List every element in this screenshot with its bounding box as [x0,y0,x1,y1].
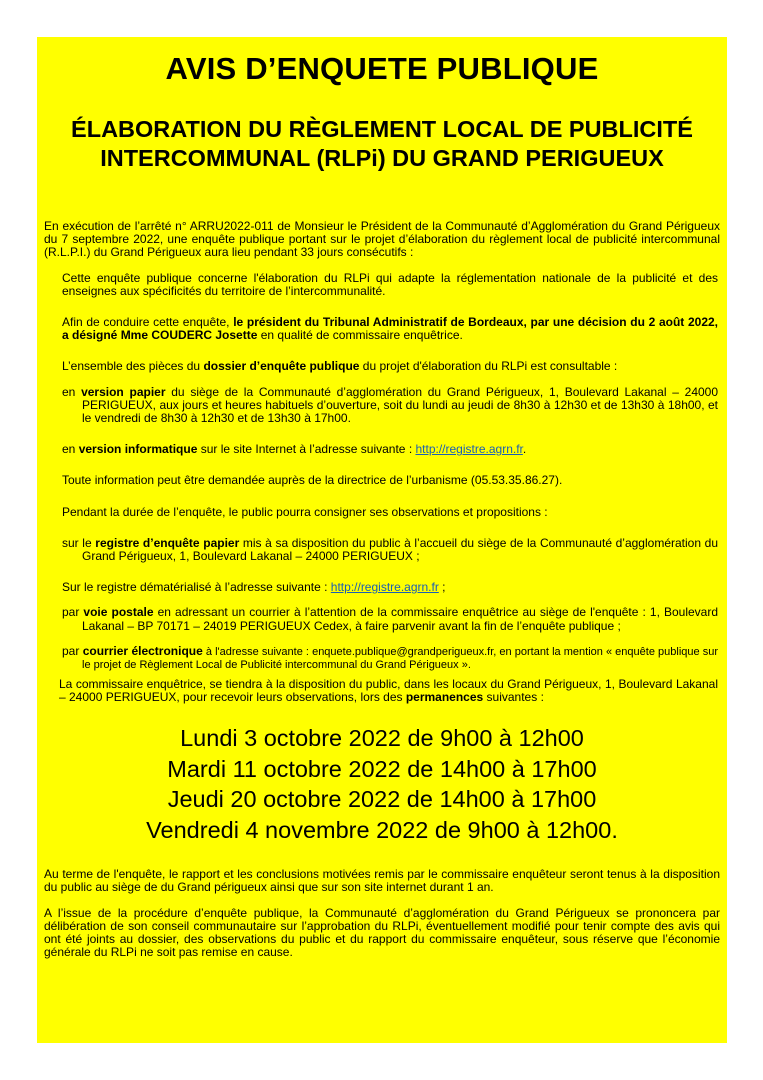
text: par [62,643,83,658]
bold-text: dossier d’enquête publique [203,359,360,374]
paragraph-registre-dematerialise [62,581,718,594]
registre-link[interactable]: http://registre.agrn.fr [415,442,523,457]
paragraph-terme: Au terme de l'enquête, le rapport et les conclusions motivées remis par le commissaire enquêteur seront tenus à la disposition du public au siège de du Grand périgueux ainsi que sur son site internet durant 1 an. [44,867,720,895]
bold-text: courrier électronique [82,643,203,658]
paragraph-pendant: Pendant la durée de l’enquête, le public pourra consigner ses observations et propositions : [62,504,548,519]
paragraph-version-papier [62,386,718,426]
paragraph-concerne: Cette enquête publique concerne l'élaboration du RLPi qui adapte la réglementation nationale de la publicité et des enseignes aux spécificités du territoire de l’intercommunalité. [62,270,718,298]
notice-subtitle: ÉLABORATION DU RÈGLEMENT LOCAL DE PUBLICITÉ INTERCOMMUNAL (RLPi) DU GRAND PERIGUEUX [71,116,693,171]
schedule-item: Jeudi 20 octobre 2022 de 14h00 à 17h00 [167,786,597,813]
paragraph-issue: A l’issue de la procédure d’enquête publique, la Communauté d’agglomération du Grand Périgueux se prononcera par délibération de son conseil communautaire sur l’approbation du RLPi, éventuellement modifié pour tenir compte des avis qui ont été joints au dossier, des observations du public et du rapport du commissaire enquêteur, sous réserve que l’économie générale du RLPi ne soit pas remise en cause. [44,905,720,960]
text: L’ensemble des pièces du [62,359,204,374]
bold-text: permanences [405,690,484,705]
text: à l'adresse suivante : enquete.publique@grandperigueux.fr, en portant la mention « enquête publique sur le projet de Règlement Local de Publicité intercommunal du Grand Périgueux ». [82,645,718,672]
schedule-item: Mardi 11 octobre 2022 de 14h00 à 17h00 [167,755,597,782]
paragraph-courrier-electronique [62,645,718,672]
paragraph-voie-postale [62,606,718,632]
paragraph-commissaire-designation [62,316,718,342]
bold-text: version informatique [78,442,198,457]
text: . [522,442,527,457]
registre-demat-link[interactable]: http://registre.agrn.fr [330,580,439,595]
text: par [62,605,84,620]
paragraph-permanences [59,678,718,704]
paragraph-registre-papier [62,537,718,563]
intro-paragraph: En exécution de l’arrêté n° ARRU2022-011 de Monsieur le Président de la Communauté d’Agglomération du Grand Périgueux du 7 septembre 2022, une enquête publique portant sur le projet d’élaboration du règlement local de publicité intercommunal (R.L.P.I.) du Grand Périgueux aura lieu pendant 33 jours consécutifs : [44,219,720,260]
text: en [62,442,79,457]
bold-text: voie postale [83,605,154,620]
text: en [62,384,82,399]
paragraph-dossier [62,360,718,373]
text: du projet d'élaboration du RLPi est consultable : [359,359,618,374]
notice-body [62,272,718,672]
text: sur le [62,535,96,550]
paragraph-version-informatique [62,443,718,456]
notice-poster [37,37,727,1043]
text: en qualité de commissaire enquêtrice. [257,328,463,343]
paragraph-contact: Toute information peut être demandée auprès de la directrice de l’urbanisme (05.53.35.86.27). [62,473,563,488]
schedule-list [37,723,727,845]
text: du siège de la Communauté d’agglomération du Grand Périgueux, 1, Boulevard Lakanal – 24000 PERIGUEUX, aux jours et heures habituels d’ouverture, soit du lundi au jeudi de 8h30 à 12h30 et de 13h30 à 18h00, et le vendredi de 8h30 à 12h30 et de 13h30 à 17h00. [82,384,719,426]
bold-text: version papier [81,384,166,399]
schedule-item: Vendredi 4 novembre 2022 de 9h00 à 12h00. [146,816,618,843]
text: sur le site Internet à l’adresse suivante : [197,442,416,457]
text: ; [438,580,446,595]
bold-text: registre d’enquête papier [95,535,240,550]
text: Afin de conduire cette enquête, [62,315,234,330]
text: en adressant un courrier à l’attention de la commissaire enquêtrice au siège de l'enquête : 1, Boulevard Lakanal – BP 70171 – 24019 PERIGUEUX Cedex, à faire parvenir avant la fin de l’enquête publique ; [82,605,719,633]
text: suivantes : [483,690,544,705]
notice-title: AVIS D’ENQUETE PUBLIQUE [165,51,599,86]
text: La commissaire enquêtrice, se tiendra à la disposition du public, dans les locaux du Grand Périgueux, 1, Boulevard Lakanal – 24000 PERIGUEUX, pour recevoir leurs observations, lors des [59,676,718,705]
text: mis à sa disposition du public à l’accueil du siège de la Communauté d’agglomération du Grand Périgueux, 1, Boulevard Lakanal – 24000 PERIGUEUX ; [82,535,718,564]
bold-text: le président du Tribunal Administratif de Bordeaux, par une décision du 2 août 2022, a désigné Mme COUDERC Josette [62,315,718,343]
text: Sur le registre dématérialisé à l’adresse suivante : [62,580,331,595]
schedule-item: Lundi 3 octobre 2022 de 9h00 à 12h00 [180,725,584,752]
